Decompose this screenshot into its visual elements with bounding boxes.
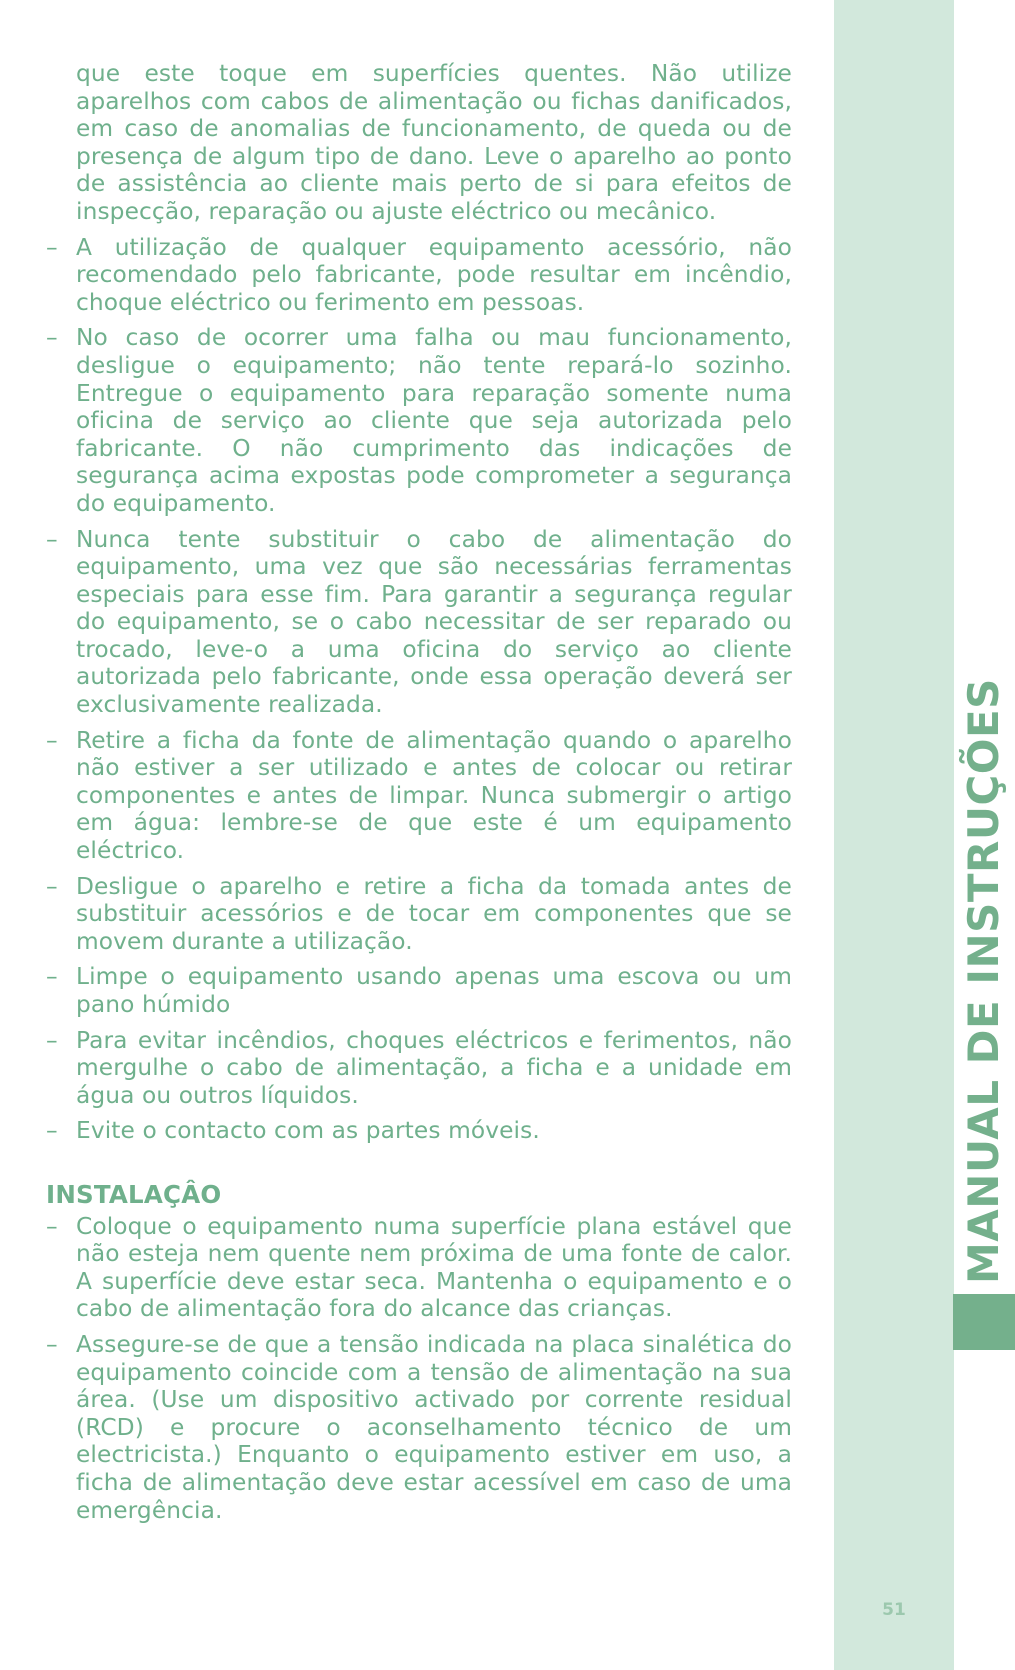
list-item	[46, 1117, 792, 1145]
list-item	[46, 1213, 792, 1323]
bullet-dash: –	[46, 1330, 58, 1358]
list-item	[46, 526, 792, 719]
bullet-dash: –	[46, 233, 58, 261]
list-item-text: Limpe o equipamento usando apenas uma escova ou um pano húmido	[76, 963, 792, 1018]
sidebar-title-text: MANUAL DE INSTRUÇÕES	[959, 678, 1008, 1284]
intro-paragraph: que este toque em superfícies quentes. Não utilize aparelhos com cabos de alimentação ou fichas danificados, em caso de anomalias de funcionamento, de queda ou de presença de algum tipo de dano. Leve o aparelho ao ponto de assistência ao cliente mais perto de si para efeitos de inspecção, reparação ou ajuste eléctrico ou mecânico.	[76, 60, 792, 225]
list-item-text: Assegure-se de que a tensão indicada na placa sinalética do equipamento coincide com a tensão de alimentação na sua área. (Use um dispositivo activado por corrente residual (RCD) e procure o aconselhamento técnico de um electricista.) Enquanto o equipamento estiver em uso, a ficha de alimentação deve estar acessível em caso de uma emergência.	[76, 1330, 792, 1524]
bullet-dash: –	[46, 726, 58, 754]
installation-list	[46, 1213, 792, 1525]
list-item	[46, 727, 792, 865]
bullet-dash: –	[46, 525, 58, 553]
bullet-dash: –	[46, 1026, 58, 1054]
list-item-text: Evite o contacto com as partes móveis.	[76, 1117, 540, 1145]
list-item-text: A utilização de qualquer equipamento acessório, não recomendado pelo fabricante, pode resultar em incêndio, choque eléctrico ou ferimento em pessoas.	[76, 233, 792, 316]
sidebar-title	[953, 678, 1015, 1350]
list-item	[46, 324, 792, 517]
list-item	[46, 1027, 792, 1110]
page-number: 51	[882, 1600, 906, 1620]
list-item	[46, 963, 792, 1018]
safety-list	[46, 234, 792, 1145]
list-item-text: Para evitar incêndios, choques eléctricos e ferimentos, não mergulhe o cabo de alimentação, a ficha e a unidade em água ou outros líquidos.	[76, 1026, 792, 1109]
list-item	[46, 234, 792, 317]
page-content	[46, 60, 792, 1532]
list-item-text: Desligue o aparelho e retire a ficha da tomada antes de substituir acessórios e de tocar em componentes que se movem durante a utilização.	[76, 872, 792, 955]
bullet-dash: –	[46, 324, 58, 352]
bullet-dash: –	[46, 1212, 58, 1240]
sidebar-panel	[834, 0, 954, 1670]
bullet-dash: –	[46, 872, 58, 900]
list-item	[46, 873, 792, 956]
bullet-dash: –	[46, 1117, 58, 1145]
list-item-text: Coloque o equipamento numa superfície plana estável que não esteja nem quente nem próxima de uma fonte de calor. A superfície deve estar seca. Mantenha o equipamento e o cabo de alimentação fora do alcance das crianças.	[76, 1212, 792, 1323]
bullet-dash: –	[46, 963, 58, 991]
list-item-text: Nunca tente substituir o cabo de alimentação do equipamento, uma vez que são necessárias ferramentas especiais para esse fim. Para garantir a segurança regular do equipamento, se o cabo necessitar de ser reparado ou trocado, leve-o a uma oficina do serviço ao cliente autorizada pelo fabricante, onde essa operação deverá ser exclusivamente realizada.	[76, 525, 792, 719]
list-item	[46, 1331, 792, 1524]
list-item-text: Retire a ficha da fonte de alimentação quando o aparelho não estiver a ser utilizado e antes de colocar ou retirar componentes e antes de limpar. Nunca submergir o artigo em água: lembre-se de que este é um equipamento eléctrico.	[76, 726, 792, 865]
sidebar-accent-block	[953, 1294, 1015, 1350]
list-item-text: No caso de ocorrer uma falha ou mau funcionamento, desligue o equipamento; não tente repará-lo sozinho. Entregue o equipamento para reparação somente numa oficina de serviço ao cliente que seja autorizada pelo fabricante. O não cumprimento das indicações de segurança acima expostas pode comprometer a segurança do equipamento.	[76, 324, 792, 517]
installation-heading: INSTALAÇÂO	[46, 1179, 222, 1209]
